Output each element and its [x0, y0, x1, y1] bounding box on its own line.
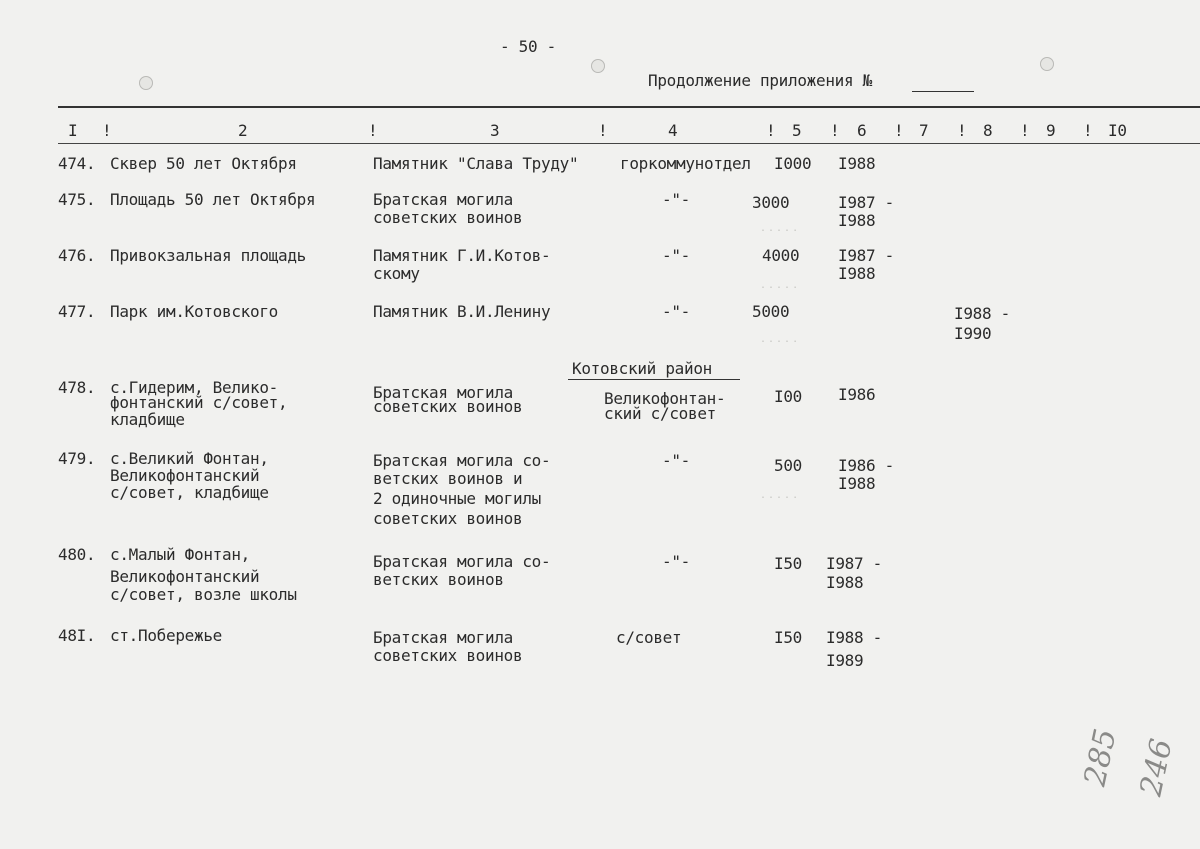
- cost: I000: [774, 154, 812, 173]
- year-line: I988: [838, 264, 876, 283]
- col-8: 8: [983, 121, 993, 140]
- row-number: 479.: [58, 449, 96, 468]
- row-number: 48I.: [58, 626, 96, 645]
- year-line: I987 -: [838, 193, 894, 212]
- col-sep: !: [1020, 121, 1030, 140]
- organization: -"-: [662, 190, 690, 209]
- cost: I50: [774, 628, 802, 647]
- col-sep: !: [1083, 121, 1093, 140]
- col-sep: !: [957, 121, 967, 140]
- organization: ский с/совет: [604, 404, 716, 423]
- section-heading-underline: [568, 379, 740, 380]
- organization: Великофонтан-: [604, 389, 726, 408]
- object-line: ветских воинов: [373, 570, 504, 589]
- year-line: I988: [826, 573, 864, 592]
- place-line: Сквер 50 лет Октября: [110, 154, 297, 173]
- place-line: с/совет, возле школы: [110, 585, 297, 604]
- appendix-number-blank: [912, 91, 974, 92]
- year-line: I986 -: [838, 456, 894, 475]
- guide-dots: .....: [760, 280, 801, 291]
- object-line: Памятник В.И.Ленину: [373, 302, 551, 321]
- object-line: советских воинов: [373, 646, 523, 665]
- year-line: I988: [838, 154, 876, 173]
- col-5: 5: [792, 121, 802, 140]
- place-line: с.Великий Фонтан,: [110, 449, 269, 468]
- organization: с/совет: [616, 628, 682, 647]
- col-sep: !: [766, 121, 776, 140]
- page-number: - 50 -: [500, 37, 556, 56]
- col-sep: !: [894, 121, 904, 140]
- guide-dots: .....: [760, 334, 801, 345]
- object-line: Братская могила: [373, 190, 513, 209]
- row-number: 478.: [58, 378, 96, 397]
- place-line: с.Гидерим, Велико-: [110, 378, 278, 397]
- year-line: I987 -: [838, 246, 894, 265]
- row-number: 476.: [58, 246, 96, 265]
- object-line: советских воинов: [373, 509, 523, 528]
- object-line: скому: [373, 264, 420, 283]
- col-4: 4: [668, 121, 678, 140]
- section-heading: Котовский район: [572, 359, 712, 378]
- header-rule: [58, 143, 1200, 144]
- row-number: 480.: [58, 545, 96, 564]
- year-line: I988: [838, 474, 876, 493]
- object-line: Братская могила со-: [373, 552, 551, 571]
- col-9: 9: [1046, 121, 1056, 140]
- col-10: I0: [1108, 121, 1127, 140]
- year-line: I988 -: [826, 628, 882, 647]
- place-line: Привокзальная площадь: [110, 246, 306, 265]
- col-sep: !: [102, 121, 112, 140]
- place-line: Парк им.Котовского: [110, 302, 278, 321]
- row-number: 475.: [58, 190, 96, 209]
- col-sep: !: [368, 121, 378, 140]
- col-3: 3: [490, 121, 500, 140]
- place-line: Великофонтанский: [110, 567, 260, 586]
- place-line: Великофонтанский: [110, 466, 260, 485]
- col-6: 6: [857, 121, 867, 140]
- cost: 500: [774, 456, 802, 475]
- year-line: I987 -: [826, 554, 882, 573]
- guide-dots: .....: [760, 223, 801, 234]
- year-line: I988: [838, 211, 876, 230]
- organization: горкоммунотдел: [620, 154, 751, 173]
- year-line: I989: [826, 651, 864, 670]
- place-line: кладбище: [110, 410, 185, 429]
- object-line: Памятник Г.И.Котов-: [373, 246, 551, 265]
- cost: 4000: [762, 246, 800, 265]
- punch-hole-center: [591, 59, 605, 73]
- organization: -"-: [662, 246, 690, 265]
- cost: 5000: [752, 302, 790, 321]
- col-7: 7: [919, 121, 929, 140]
- organization: -"-: [662, 552, 690, 571]
- punch-hole-left: [139, 76, 153, 90]
- col-2: 2: [238, 121, 248, 140]
- year-line: I988 -: [954, 304, 1010, 323]
- place-line: с/совет, кладбище: [110, 483, 269, 502]
- organization: -"-: [662, 302, 690, 321]
- row-number: 474.: [58, 154, 96, 173]
- handwritten-number: 285: [1077, 725, 1124, 790]
- cost: 3000: [752, 193, 790, 212]
- guide-dots: .....: [760, 490, 801, 501]
- row-number: 477.: [58, 302, 96, 321]
- object-line: Братская могила: [373, 628, 513, 647]
- place-line: Площадь 50 лет Октября: [110, 190, 316, 209]
- continuation-label: Продолжение приложения №: [648, 71, 872, 90]
- place-line: ст.Побережье: [110, 626, 222, 645]
- col-sep: !: [598, 121, 608, 140]
- cost: I50: [774, 554, 802, 573]
- place-line: с.Малый Фонтан,: [110, 545, 250, 564]
- object-line: Братская могила: [373, 383, 513, 402]
- object-line: Братская могила со-: [373, 451, 551, 470]
- object-line: ветских воинов и: [373, 469, 523, 488]
- cost: I00: [774, 387, 802, 406]
- top-rule: [58, 106, 1200, 108]
- year-line: I986: [838, 385, 876, 404]
- object-line: советских воинов: [373, 397, 523, 416]
- object-line: Памятник "Слава Труду": [373, 154, 579, 173]
- place-line: фонтанский с/совет,: [110, 393, 288, 412]
- col-1: I: [68, 121, 78, 140]
- organization: -"-: [662, 451, 690, 470]
- punch-hole-right: [1040, 57, 1054, 71]
- object-line: советских воинов: [373, 208, 523, 227]
- col-sep: !: [830, 121, 840, 140]
- year-line: I990: [954, 324, 992, 343]
- handwritten-number: 246: [1133, 735, 1180, 800]
- object-line: 2 одиночные могилы: [373, 489, 541, 508]
